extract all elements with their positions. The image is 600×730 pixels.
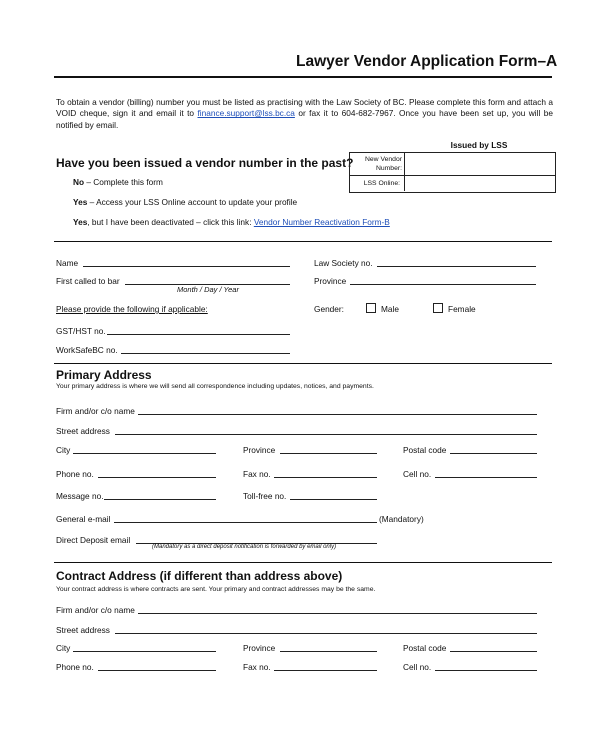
please-provide-label: Please provide the following if applicable: — [56, 304, 208, 314]
province-field[interactable] — [350, 284, 536, 285]
law-society-no-field[interactable] — [377, 266, 536, 267]
primary-firm-field[interactable] — [138, 414, 537, 415]
female-label: Female — [448, 304, 476, 314]
male-checkbox[interactable] — [366, 303, 376, 313]
contract-street-field[interactable] — [115, 633, 537, 634]
primary-province-label: Province — [243, 445, 276, 455]
primary-firm-label: Firm and/or c/o name — [56, 406, 135, 416]
law-society-no-label: Law Society no. — [314, 258, 373, 268]
email-link[interactable]: finance.support@lss.bc.ca — [197, 108, 295, 119]
intro-text-2: or fax it to 604-682-7967. Once you have been set up, you will be notified by email. — [56, 108, 553, 130]
worksafe-label: WorkSafeBC no. — [56, 345, 118, 355]
new-vendor-number-label — [350, 155, 402, 173]
contract-street-label: Street address — [56, 625, 110, 635]
option-yes1-text: – Access your LSS Online account to update your profile — [87, 197, 298, 207]
primary-tollfree-field[interactable] — [290, 499, 377, 500]
primary-phone-label: Phone no. — [56, 469, 94, 479]
primary-city-field[interactable] — [73, 453, 216, 454]
contract-address-heading: Contract Address (if different than address above) — [56, 569, 343, 583]
gender-label: Gender: — [314, 304, 344, 314]
primary-fax-label: Fax no. — [243, 469, 271, 479]
contract-postal-label: Postal code — [403, 643, 447, 653]
contract-city-field[interactable] — [73, 651, 216, 652]
first-called-label: First called to bar — [56, 276, 120, 286]
contract-firm-field[interactable] — [138, 613, 537, 614]
province-label: Province — [314, 276, 347, 286]
direct-deposit-label: Direct Deposit email — [56, 535, 131, 545]
option-yes2-bold: Yes — [73, 217, 88, 227]
contract-phone-field[interactable] — [98, 670, 216, 671]
primary-address-heading: Primary Address — [56, 368, 152, 382]
contract-address-subtext: Your contract address is where contracts are sent. Your primary and contract addresses may be the same. — [56, 586, 376, 593]
section-divider-1 — [54, 241, 552, 242]
option-yes2-text: , but I have been deactivated – click this link: — [87, 217, 254, 227]
option-yes1-bold: Yes — [73, 197, 88, 207]
direct-deposit-note: (Mandatory as a direct deposit notification is forwarded by email only) — [152, 544, 337, 550]
contract-province-field[interactable] — [280, 651, 377, 652]
contract-fax-label: Fax no. — [243, 662, 271, 672]
primary-message-field[interactable] — [104, 499, 216, 500]
primary-fax-field[interactable] — [274, 477, 377, 478]
contract-postal-field[interactable] — [450, 651, 537, 652]
new-vendor-label-line1: New Vendor — [364, 156, 402, 163]
contract-fax-field[interactable] — [274, 670, 377, 671]
contract-city-label: City — [56, 643, 71, 653]
female-checkbox[interactable] — [433, 303, 443, 313]
primary-email-mandatory: (Mandatory) — [379, 514, 424, 524]
gst-label: GST/HST no. — [56, 326, 106, 336]
contract-province-label: Province — [243, 643, 276, 653]
worksafe-field[interactable] — [121, 353, 290, 354]
option-no-text: – Complete this form — [84, 177, 163, 187]
primary-cell-label: Cell no. — [403, 469, 432, 479]
primary-email-label: General e-mail — [56, 514, 111, 524]
intro-paragraph — [56, 97, 553, 131]
issued-by-lss-header: Issued by LSS — [450, 140, 508, 150]
new-vendor-label-line2: Number: — [375, 165, 402, 172]
male-label: Male — [381, 304, 399, 314]
primary-tollfree-label: Toll-free no. — [243, 491, 287, 501]
name-field[interactable] — [83, 266, 290, 267]
issued-box-horizontal-divider — [349, 175, 555, 176]
date-format-hint: Month / Day / Year — [177, 285, 239, 294]
primary-city-label: City — [56, 445, 71, 455]
title-divider — [54, 76, 552, 78]
primary-cell-field[interactable] — [435, 477, 537, 478]
primary-address-subtext: Your primary address is where we will send all correspondence including updates, notices, and payments. — [56, 383, 374, 390]
contract-phone-label: Phone no. — [56, 662, 94, 672]
section-divider-2 — [54, 363, 552, 364]
contract-cell-field[interactable] — [435, 670, 537, 671]
primary-postal-field[interactable] — [450, 453, 537, 454]
primary-province-field[interactable] — [280, 453, 377, 454]
primary-postal-label: Postal code — [403, 445, 447, 455]
vendor-question-heading: Have you been issued a vendor number in the past? — [56, 156, 354, 170]
option-yes-access — [73, 197, 297, 207]
contract-cell-label: Cell no. — [403, 662, 432, 672]
form-title: Lawyer Vendor Application Form–A — [296, 53, 558, 70]
option-no — [73, 177, 163, 187]
name-label: Name — [56, 258, 79, 268]
primary-message-label: Message no. — [56, 491, 104, 501]
issued-box-vertical-divider — [404, 152, 405, 191]
primary-street-field[interactable] — [115, 434, 537, 435]
intro-text-1: To obtain a vendor (billing) number you must be listed as practising with the Law Society of BC. Please complete this form and attach a VOID cheque, sign it and email it to — [56, 97, 553, 119]
gst-field[interactable] — [107, 334, 290, 335]
option-no-bold: No — [73, 177, 85, 187]
primary-phone-field[interactable] — [98, 477, 216, 478]
lss-online-label: LSS Online: — [363, 180, 400, 187]
contract-firm-label: Firm and/or c/o name — [56, 605, 135, 615]
primary-email-field[interactable] — [114, 522, 377, 523]
section-divider-3 — [54, 562, 552, 563]
primary-street-label: Street address — [56, 426, 110, 436]
reactivation-form-link[interactable]: Vendor Number Reactivation Form-B — [253, 217, 390, 227]
option-yes-deactivated — [73, 217, 390, 227]
